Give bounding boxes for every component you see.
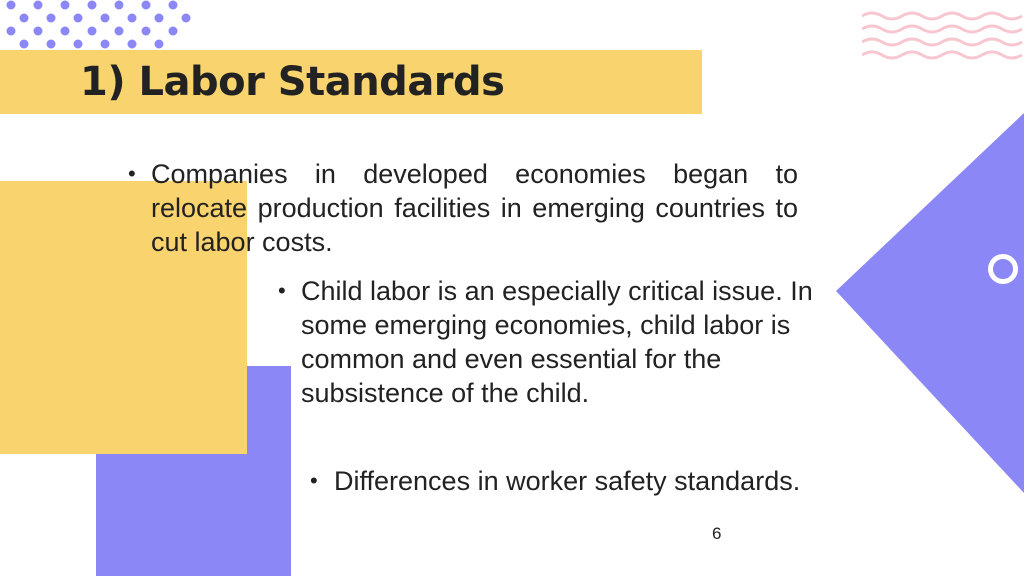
slide-title: 1) Labor Standards [80,59,505,105]
bullet-text: Child labor is an especially critical issue. In some emerging economies, child labor is common and even essential for the subsistence of the child. [301,276,813,408]
purple-diamond-decoration [836,113,1024,493]
page-number: 6 [712,524,722,543]
bullet-text: Companies in developed economies began to relocate production facilities in emerging countries to cut labor costs. [151,159,798,257]
bullet-text: Differences in worker safety standards. [334,466,801,496]
dot-grid-decoration [0,0,210,50]
bullet-marker: • [310,468,318,493]
bullet-item-3 [310,464,870,498]
wave-decoration [862,10,1024,62]
bullet-marker: • [278,278,286,303]
bullet-item-1 [128,157,798,259]
ring-icon [988,254,1018,284]
bullet-item-2 [278,274,848,410]
bullet-marker: • [128,161,136,186]
